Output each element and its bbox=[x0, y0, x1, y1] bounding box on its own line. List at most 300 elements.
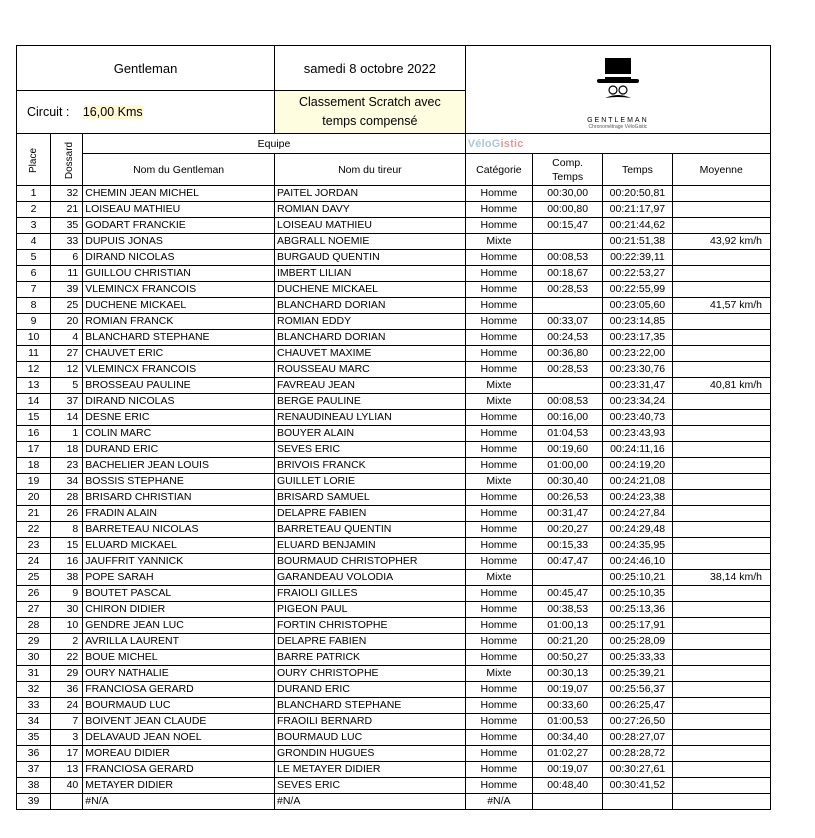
cell-categorie: Homme bbox=[465, 346, 532, 362]
cell-temps: 00:23:43,93 bbox=[603, 426, 672, 442]
table-row bbox=[17, 314, 771, 330]
cell-gentleman: BOSSIS STEPHANE bbox=[83, 474, 275, 490]
cell-comp: 01:04,53 bbox=[533, 426, 603, 442]
cell-categorie: Homme bbox=[465, 682, 532, 698]
cell-comp: 00:33,07 bbox=[533, 314, 603, 330]
cell-dossard: 11 bbox=[51, 266, 83, 282]
cell-temps: 00:24:11,16 bbox=[603, 442, 672, 458]
cell-tireur: PAITEL JORDAN bbox=[275, 186, 466, 202]
cell-moyenne bbox=[672, 282, 770, 298]
cell-dossard: 24 bbox=[51, 698, 83, 714]
cell-moyenne: 40,81 km/h bbox=[672, 378, 770, 394]
cell-gentleman: DELAVAUD JEAN NOEL bbox=[83, 730, 275, 746]
cell-categorie: Homme bbox=[465, 602, 532, 618]
cell-comp: 00:50,27 bbox=[533, 650, 603, 666]
event-name: Gentleman bbox=[17, 46, 275, 91]
cell-gentleman: DESNE ERIC bbox=[83, 410, 275, 426]
cell-dossard: 25 bbox=[51, 298, 83, 314]
cell-dossard: 2 bbox=[51, 634, 83, 650]
cell-temps: 00:25:17,91 bbox=[603, 618, 672, 634]
cell-categorie: Homme bbox=[465, 522, 532, 538]
cell-place: 3 bbox=[17, 218, 51, 234]
cell-temps: 00:24:27,84 bbox=[603, 506, 672, 522]
table-row bbox=[17, 394, 771, 410]
cell-comp: 01:02,27 bbox=[533, 746, 603, 762]
cell-tireur: FRAIOLI GILLES bbox=[275, 586, 466, 602]
cell-gentleman: FRADIN ALAIN bbox=[83, 506, 275, 522]
cell-tireur: BOURMAUD CHRISTOPHER bbox=[275, 554, 466, 570]
cell-categorie: Homme bbox=[465, 458, 532, 474]
cell-tireur: RENAUDINEAU LYLIAN bbox=[275, 410, 466, 426]
cell-place: 29 bbox=[17, 634, 51, 650]
cell-moyenne bbox=[672, 586, 770, 602]
cell-gentleman: OURY NATHALIE bbox=[83, 666, 275, 682]
cell-dossard: 1 bbox=[51, 426, 83, 442]
cell-temps: 00:21:17,97 bbox=[603, 202, 672, 218]
cell-moyenne bbox=[672, 762, 770, 778]
cell-moyenne bbox=[672, 650, 770, 666]
cell-gentleman: FRANCIOSA GERARD bbox=[83, 682, 275, 698]
cell-dossard: 9 bbox=[51, 586, 83, 602]
cell-gentleman: DIRAND NICOLAS bbox=[83, 250, 275, 266]
cell-temps: 00:25:10,21 bbox=[603, 570, 672, 586]
cell-gentleman: BARRETEAU NICOLAS bbox=[83, 522, 275, 538]
cell-tireur: IMBERT LILIAN bbox=[275, 266, 466, 282]
cell-gentleman: DUCHENE MICKAEL bbox=[83, 298, 275, 314]
cell-categorie: Homme bbox=[465, 218, 532, 234]
table-row bbox=[17, 410, 771, 426]
table-row bbox=[17, 618, 771, 634]
cell-tireur: BARRE PATRICK bbox=[275, 650, 466, 666]
cell-place: 9 bbox=[17, 314, 51, 330]
cell-categorie: Homme bbox=[465, 618, 532, 634]
cell-moyenne bbox=[672, 330, 770, 346]
cell-place: 13 bbox=[17, 378, 51, 394]
col-comp-temps: Comp. Temps bbox=[533, 154, 603, 186]
cell-place: 28 bbox=[17, 618, 51, 634]
cell-place: 21 bbox=[17, 506, 51, 522]
cell-moyenne bbox=[672, 442, 770, 458]
col-place: Place bbox=[17, 134, 51, 186]
table-row bbox=[17, 746, 771, 762]
cell-moyenne bbox=[672, 394, 770, 410]
cell-gentleman: BOIVENT JEAN CLAUDE bbox=[83, 714, 275, 730]
cell-tireur: CHAUVET MAXIME bbox=[275, 346, 466, 362]
table-row bbox=[17, 538, 771, 554]
cell-moyenne bbox=[672, 618, 770, 634]
cell-gentleman: BOUTET PASCAL bbox=[83, 586, 275, 602]
cell-dossard: 37 bbox=[51, 394, 83, 410]
table-row bbox=[17, 522, 771, 538]
cell-gentleman: GODART FRANCKIE bbox=[83, 218, 275, 234]
cell-comp: 00:15,47 bbox=[533, 218, 603, 234]
table-row bbox=[17, 266, 771, 282]
cell-tireur: PIGEON PAUL bbox=[275, 602, 466, 618]
cell-categorie: Mixte bbox=[465, 570, 532, 586]
cell-temps: 00:22:55,99 bbox=[603, 282, 672, 298]
cell-comp: 00:28,53 bbox=[533, 362, 603, 378]
cell-temps: 00:22:39,11 bbox=[603, 250, 672, 266]
cell-categorie: Homme bbox=[465, 746, 532, 762]
cell-comp: 00:19,07 bbox=[533, 762, 603, 778]
cell-tireur: BLANCHARD STEPHANE bbox=[275, 698, 466, 714]
cell-dossard: 5 bbox=[51, 378, 83, 394]
cell-tireur: ROMIAN DAVY bbox=[275, 202, 466, 218]
cell-comp: 01:00,53 bbox=[533, 714, 603, 730]
cell-tireur: DELAPRE FABIEN bbox=[275, 506, 466, 522]
cell-temps: 00:23:14,85 bbox=[603, 314, 672, 330]
cell-temps: 00:24:35,95 bbox=[603, 538, 672, 554]
cell-moyenne bbox=[672, 634, 770, 650]
cell-temps: 00:24:23,38 bbox=[603, 490, 672, 506]
cell-comp: 00:20,27 bbox=[533, 522, 603, 538]
table-row bbox=[17, 554, 771, 570]
cell-categorie: Homme bbox=[465, 266, 532, 282]
cell-place: 4 bbox=[17, 234, 51, 250]
cell-temps: 00:26:25,47 bbox=[603, 698, 672, 714]
cell-categorie: Homme bbox=[465, 442, 532, 458]
cell-place: 35 bbox=[17, 730, 51, 746]
cell-categorie: Homme bbox=[465, 202, 532, 218]
cell-gentleman: MOREAU DIDIER bbox=[83, 746, 275, 762]
logo-subtext: Chronométrage VéloGistic bbox=[588, 123, 648, 130]
table-row bbox=[17, 666, 771, 682]
table-row bbox=[17, 218, 771, 234]
cell-categorie: Homme bbox=[465, 298, 532, 314]
cell-tireur: DUCHENE MICKAEL bbox=[275, 282, 466, 298]
cell-moyenne bbox=[672, 346, 770, 362]
col-tireur: Nom du tireur bbox=[275, 154, 466, 186]
cell-temps: 00:23:05,60 bbox=[603, 298, 672, 314]
cell-gentleman: VLEMINCX FRANCOIS bbox=[83, 282, 275, 298]
cell-moyenne bbox=[672, 522, 770, 538]
cell-place: 30 bbox=[17, 650, 51, 666]
cell-categorie: Mixte bbox=[465, 234, 532, 250]
cell-dossard: 7 bbox=[51, 714, 83, 730]
cell-comp: 00:36,80 bbox=[533, 346, 603, 362]
cell-tireur: BOUYER ALAIN bbox=[275, 426, 466, 442]
cell-dossard: 18 bbox=[51, 442, 83, 458]
col-gentleman: Nom du Gentleman bbox=[83, 154, 275, 186]
cell-place: 20 bbox=[17, 490, 51, 506]
cell-temps: 00:23:40,73 bbox=[603, 410, 672, 426]
cell-place: 7 bbox=[17, 282, 51, 298]
cell-place: 10 bbox=[17, 330, 51, 346]
cell-moyenne bbox=[672, 410, 770, 426]
col-dossard: Dossard bbox=[51, 134, 83, 186]
cell-moyenne bbox=[672, 314, 770, 330]
cell-dossard: 22 bbox=[51, 650, 83, 666]
cell-place: 24 bbox=[17, 554, 51, 570]
cell-categorie: Homme bbox=[465, 362, 532, 378]
cell-gentleman: CHEMIN JEAN MICHEL bbox=[83, 186, 275, 202]
table-row bbox=[17, 330, 771, 346]
cell-gentleman: CHIRON DIDIER bbox=[83, 602, 275, 618]
cell-temps: 00:30:41,52 bbox=[603, 778, 672, 794]
cell-dossard: 29 bbox=[51, 666, 83, 682]
cell-tireur: ROMIAN EDDY bbox=[275, 314, 466, 330]
cell-categorie: Homme bbox=[465, 250, 532, 266]
cell-moyenne bbox=[672, 746, 770, 762]
table-row bbox=[17, 346, 771, 362]
cell-dossard: 39 bbox=[51, 282, 83, 298]
cell-categorie: #N/A bbox=[465, 794, 532, 810]
cell-place: 22 bbox=[17, 522, 51, 538]
cell-tireur: OURY CHRISTOPHE bbox=[275, 666, 466, 682]
cell-categorie: Homme bbox=[465, 330, 532, 346]
results-table bbox=[16, 45, 771, 810]
cell-tireur: GRONDIN HUGUES bbox=[275, 746, 466, 762]
circuit-value: 16,00 Kms bbox=[82, 105, 143, 119]
cell-moyenne bbox=[672, 474, 770, 490]
cell-comp: 00:38,53 bbox=[533, 602, 603, 618]
table-row bbox=[17, 730, 771, 746]
cell-comp: 00:19,07 bbox=[533, 682, 603, 698]
top-hat-icon bbox=[573, 50, 663, 120]
cell-categorie: Homme bbox=[465, 538, 532, 554]
cell-gentleman: DIRAND NICOLAS bbox=[83, 394, 275, 410]
cell-categorie: Homme bbox=[465, 778, 532, 794]
cell-tireur: BURGAUD QUENTIN bbox=[275, 250, 466, 266]
cell-moyenne bbox=[672, 186, 770, 202]
cell-dossard: 26 bbox=[51, 506, 83, 522]
cell-temps bbox=[603, 794, 672, 810]
cell-temps: 00:25:39,21 bbox=[603, 666, 672, 682]
table-row bbox=[17, 250, 771, 266]
cell-tireur: SEVES ERIC bbox=[275, 778, 466, 794]
cell-dossard: 33 bbox=[51, 234, 83, 250]
cell-temps: 00:25:28,09 bbox=[603, 634, 672, 650]
table-row bbox=[17, 570, 771, 586]
cell-comp: 00:19,60 bbox=[533, 442, 603, 458]
cell-temps: 00:25:10,35 bbox=[603, 586, 672, 602]
cell-temps: 00:23:17,35 bbox=[603, 330, 672, 346]
cell-temps: 00:25:56,37 bbox=[603, 682, 672, 698]
cell-categorie: Homme bbox=[465, 698, 532, 714]
cell-comp: 00:00,80 bbox=[533, 202, 603, 218]
cell-tireur: GUILLET LORIE bbox=[275, 474, 466, 490]
cell-place: 6 bbox=[17, 266, 51, 282]
cell-temps: 00:21:44,62 bbox=[603, 218, 672, 234]
cell-tireur: LE METAYER DIDIER bbox=[275, 762, 466, 778]
cell-categorie: Homme bbox=[465, 634, 532, 650]
cell-tireur: ABGRALL NOEMIE bbox=[275, 234, 466, 250]
cell-tireur: FRAOILI BERNARD bbox=[275, 714, 466, 730]
cell-place: 23 bbox=[17, 538, 51, 554]
table-row bbox=[17, 474, 771, 490]
event-date: samedi 8 octobre 2022 bbox=[275, 46, 466, 91]
cell-place: 33 bbox=[17, 698, 51, 714]
cell-temps: 00:28:27,07 bbox=[603, 730, 672, 746]
cell-gentleman: ELUARD MICKAEL bbox=[83, 538, 275, 554]
cell-place: 17 bbox=[17, 442, 51, 458]
cell-place: 38 bbox=[17, 778, 51, 794]
cell-comp: 00:30,00 bbox=[533, 186, 603, 202]
cell-comp: 01:00,13 bbox=[533, 618, 603, 634]
cell-place: 27 bbox=[17, 602, 51, 618]
cell-gentleman: DUPUIS JONAS bbox=[83, 234, 275, 250]
cell-dossard: 6 bbox=[51, 250, 83, 266]
cell-temps: 00:30:27,61 bbox=[603, 762, 672, 778]
cell-gentleman: METAYER DIDIER bbox=[83, 778, 275, 794]
cell-temps: 00:23:22,00 bbox=[603, 346, 672, 362]
cell-dossard: 12 bbox=[51, 362, 83, 378]
cell-comp: 00:30,40 bbox=[533, 474, 603, 490]
cell-dossard: 38 bbox=[51, 570, 83, 586]
cell-tireur: SEVES ERIC bbox=[275, 442, 466, 458]
cell-gentleman: DURAND ERIC bbox=[83, 442, 275, 458]
cell-categorie: Homme bbox=[465, 586, 532, 602]
cell-temps: 00:20:50,81 bbox=[603, 186, 672, 202]
cell-gentleman: CHAUVET ERIC bbox=[83, 346, 275, 362]
cell-comp bbox=[533, 570, 603, 586]
cell-place: 14 bbox=[17, 394, 51, 410]
cell-dossard: 8 bbox=[51, 522, 83, 538]
cell-moyenne bbox=[672, 602, 770, 618]
classement-title bbox=[275, 91, 466, 134]
cell-gentleman: BROSSEAU PAULINE bbox=[83, 378, 275, 394]
cell-moyenne bbox=[672, 682, 770, 698]
cell-comp: 00:33,60 bbox=[533, 698, 603, 714]
table-row bbox=[17, 298, 771, 314]
cell-moyenne bbox=[672, 250, 770, 266]
table-row bbox=[17, 490, 771, 506]
cell-gentleman: BOUE MICHEL bbox=[83, 650, 275, 666]
cell-moyenne bbox=[672, 426, 770, 442]
equipe-label: Equipe bbox=[83, 134, 466, 154]
cell-tireur: LOISEAU MATHIEU bbox=[275, 218, 466, 234]
cell-dossard: 4 bbox=[51, 330, 83, 346]
cell-tireur: ELUARD BENJAMIN bbox=[275, 538, 466, 554]
cell-place: 5 bbox=[17, 250, 51, 266]
cell-gentleman: COLIN MARC bbox=[83, 426, 275, 442]
cell-gentleman: BACHELIER JEAN LOUIS bbox=[83, 458, 275, 474]
cell-tireur: GARANDEAU VOLODIA bbox=[275, 570, 466, 586]
cell-tireur: BOURMAUD LUC bbox=[275, 730, 466, 746]
cell-dossard: 15 bbox=[51, 538, 83, 554]
table-row bbox=[17, 650, 771, 666]
cell-temps: 00:22:53,27 bbox=[603, 266, 672, 282]
cell-gentleman: BRISARD CHRISTIAN bbox=[83, 490, 275, 506]
cell-moyenne bbox=[672, 362, 770, 378]
table-row bbox=[17, 698, 771, 714]
cell-comp: 00:30,13 bbox=[533, 666, 603, 682]
cell-gentleman: VLEMINCX FRANCOIS bbox=[83, 362, 275, 378]
cell-categorie: Mixte bbox=[465, 378, 532, 394]
cell-moyenne bbox=[672, 698, 770, 714]
cell-dossard: 32 bbox=[51, 186, 83, 202]
cell-dossard: 14 bbox=[51, 410, 83, 426]
cell-place: 32 bbox=[17, 682, 51, 698]
cell-temps: 00:25:33,33 bbox=[603, 650, 672, 666]
table-row bbox=[17, 234, 771, 250]
table-row bbox=[17, 202, 771, 218]
cell-comp: 00:08,53 bbox=[533, 394, 603, 410]
cell-moyenne bbox=[672, 794, 770, 810]
cell-dossard: 17 bbox=[51, 746, 83, 762]
cell-place: 18 bbox=[17, 458, 51, 474]
cell-moyenne: 38,14 km/h bbox=[672, 570, 770, 586]
cell-place: 25 bbox=[17, 570, 51, 586]
cell-moyenne bbox=[672, 538, 770, 554]
cell-categorie: Homme bbox=[465, 490, 532, 506]
cell-moyenne bbox=[672, 730, 770, 746]
cell-temps: 00:25:13,36 bbox=[603, 602, 672, 618]
cell-comp: 00:15,33 bbox=[533, 538, 603, 554]
cell-comp: 00:08,53 bbox=[533, 250, 603, 266]
cell-categorie: Homme bbox=[465, 650, 532, 666]
cell-moyenne bbox=[672, 202, 770, 218]
cell-temps: 00:23:34,24 bbox=[603, 394, 672, 410]
cell-dossard: 34 bbox=[51, 474, 83, 490]
table-row bbox=[17, 506, 771, 522]
table-row bbox=[17, 426, 771, 442]
table-row bbox=[17, 442, 771, 458]
cell-tireur: DURAND ERIC bbox=[275, 682, 466, 698]
cell-comp: 00:21,20 bbox=[533, 634, 603, 650]
cell-moyenne bbox=[672, 666, 770, 682]
cell-place: 19 bbox=[17, 474, 51, 490]
table-row bbox=[17, 378, 771, 394]
cell-temps: 00:27:26,50 bbox=[603, 714, 672, 730]
cell-temps: 00:23:31,47 bbox=[603, 378, 672, 394]
cell-gentleman: #N/A bbox=[83, 794, 275, 810]
cell-tireur: BLANCHARD DORIAN bbox=[275, 330, 466, 346]
velogistic-brand: VéloGistic bbox=[465, 134, 770, 154]
table-row bbox=[17, 634, 771, 650]
table-row bbox=[17, 458, 771, 474]
cell-place: 39 bbox=[17, 794, 51, 810]
cell-moyenne bbox=[672, 458, 770, 474]
cell-place: 11 bbox=[17, 346, 51, 362]
cell-categorie: Mixte bbox=[465, 666, 532, 682]
table-row bbox=[17, 714, 771, 730]
cell-tireur: BARRETEAU QUENTIN bbox=[275, 522, 466, 538]
table-row bbox=[17, 794, 771, 810]
cell-place: 2 bbox=[17, 202, 51, 218]
cell-gentleman: JAUFFRIT YANNICK bbox=[83, 554, 275, 570]
cell-gentleman: GENDRE JEAN LUC bbox=[83, 618, 275, 634]
cell-tireur: FAVREAU JEAN bbox=[275, 378, 466, 394]
cell-place: 34 bbox=[17, 714, 51, 730]
cell-categorie: Homme bbox=[465, 762, 532, 778]
cell-temps: 00:24:21,08 bbox=[603, 474, 672, 490]
cell-dossard: 10 bbox=[51, 618, 83, 634]
cell-comp bbox=[533, 378, 603, 394]
cell-comp: 00:47,47 bbox=[533, 554, 603, 570]
cell-dossard: 13 bbox=[51, 762, 83, 778]
cell-gentleman: POPE SARAH bbox=[83, 570, 275, 586]
table-row bbox=[17, 186, 771, 202]
table-row bbox=[17, 362, 771, 378]
cell-gentleman: AVRILLA LAURENT bbox=[83, 634, 275, 650]
cell-moyenne: 41,57 km/h bbox=[672, 298, 770, 314]
cell-place: 31 bbox=[17, 666, 51, 682]
cell-categorie: Homme bbox=[465, 730, 532, 746]
cell-comp: 00:31,47 bbox=[533, 506, 603, 522]
cell-categorie: Mixte bbox=[465, 474, 532, 490]
cell-tireur: BERGE PAULINE bbox=[275, 394, 466, 410]
cell-place: 26 bbox=[17, 586, 51, 602]
cell-temps: 00:24:46,10 bbox=[603, 554, 672, 570]
cell-dossard: 21 bbox=[51, 202, 83, 218]
cell-moyenne bbox=[672, 778, 770, 794]
classement-line1: Classement Scratch avec bbox=[299, 95, 441, 109]
table-row bbox=[17, 586, 771, 602]
cell-categorie: Homme bbox=[465, 426, 532, 442]
cell-comp: 00:28,53 bbox=[533, 282, 603, 298]
cell-gentleman: ROMIAN FRANCK bbox=[83, 314, 275, 330]
